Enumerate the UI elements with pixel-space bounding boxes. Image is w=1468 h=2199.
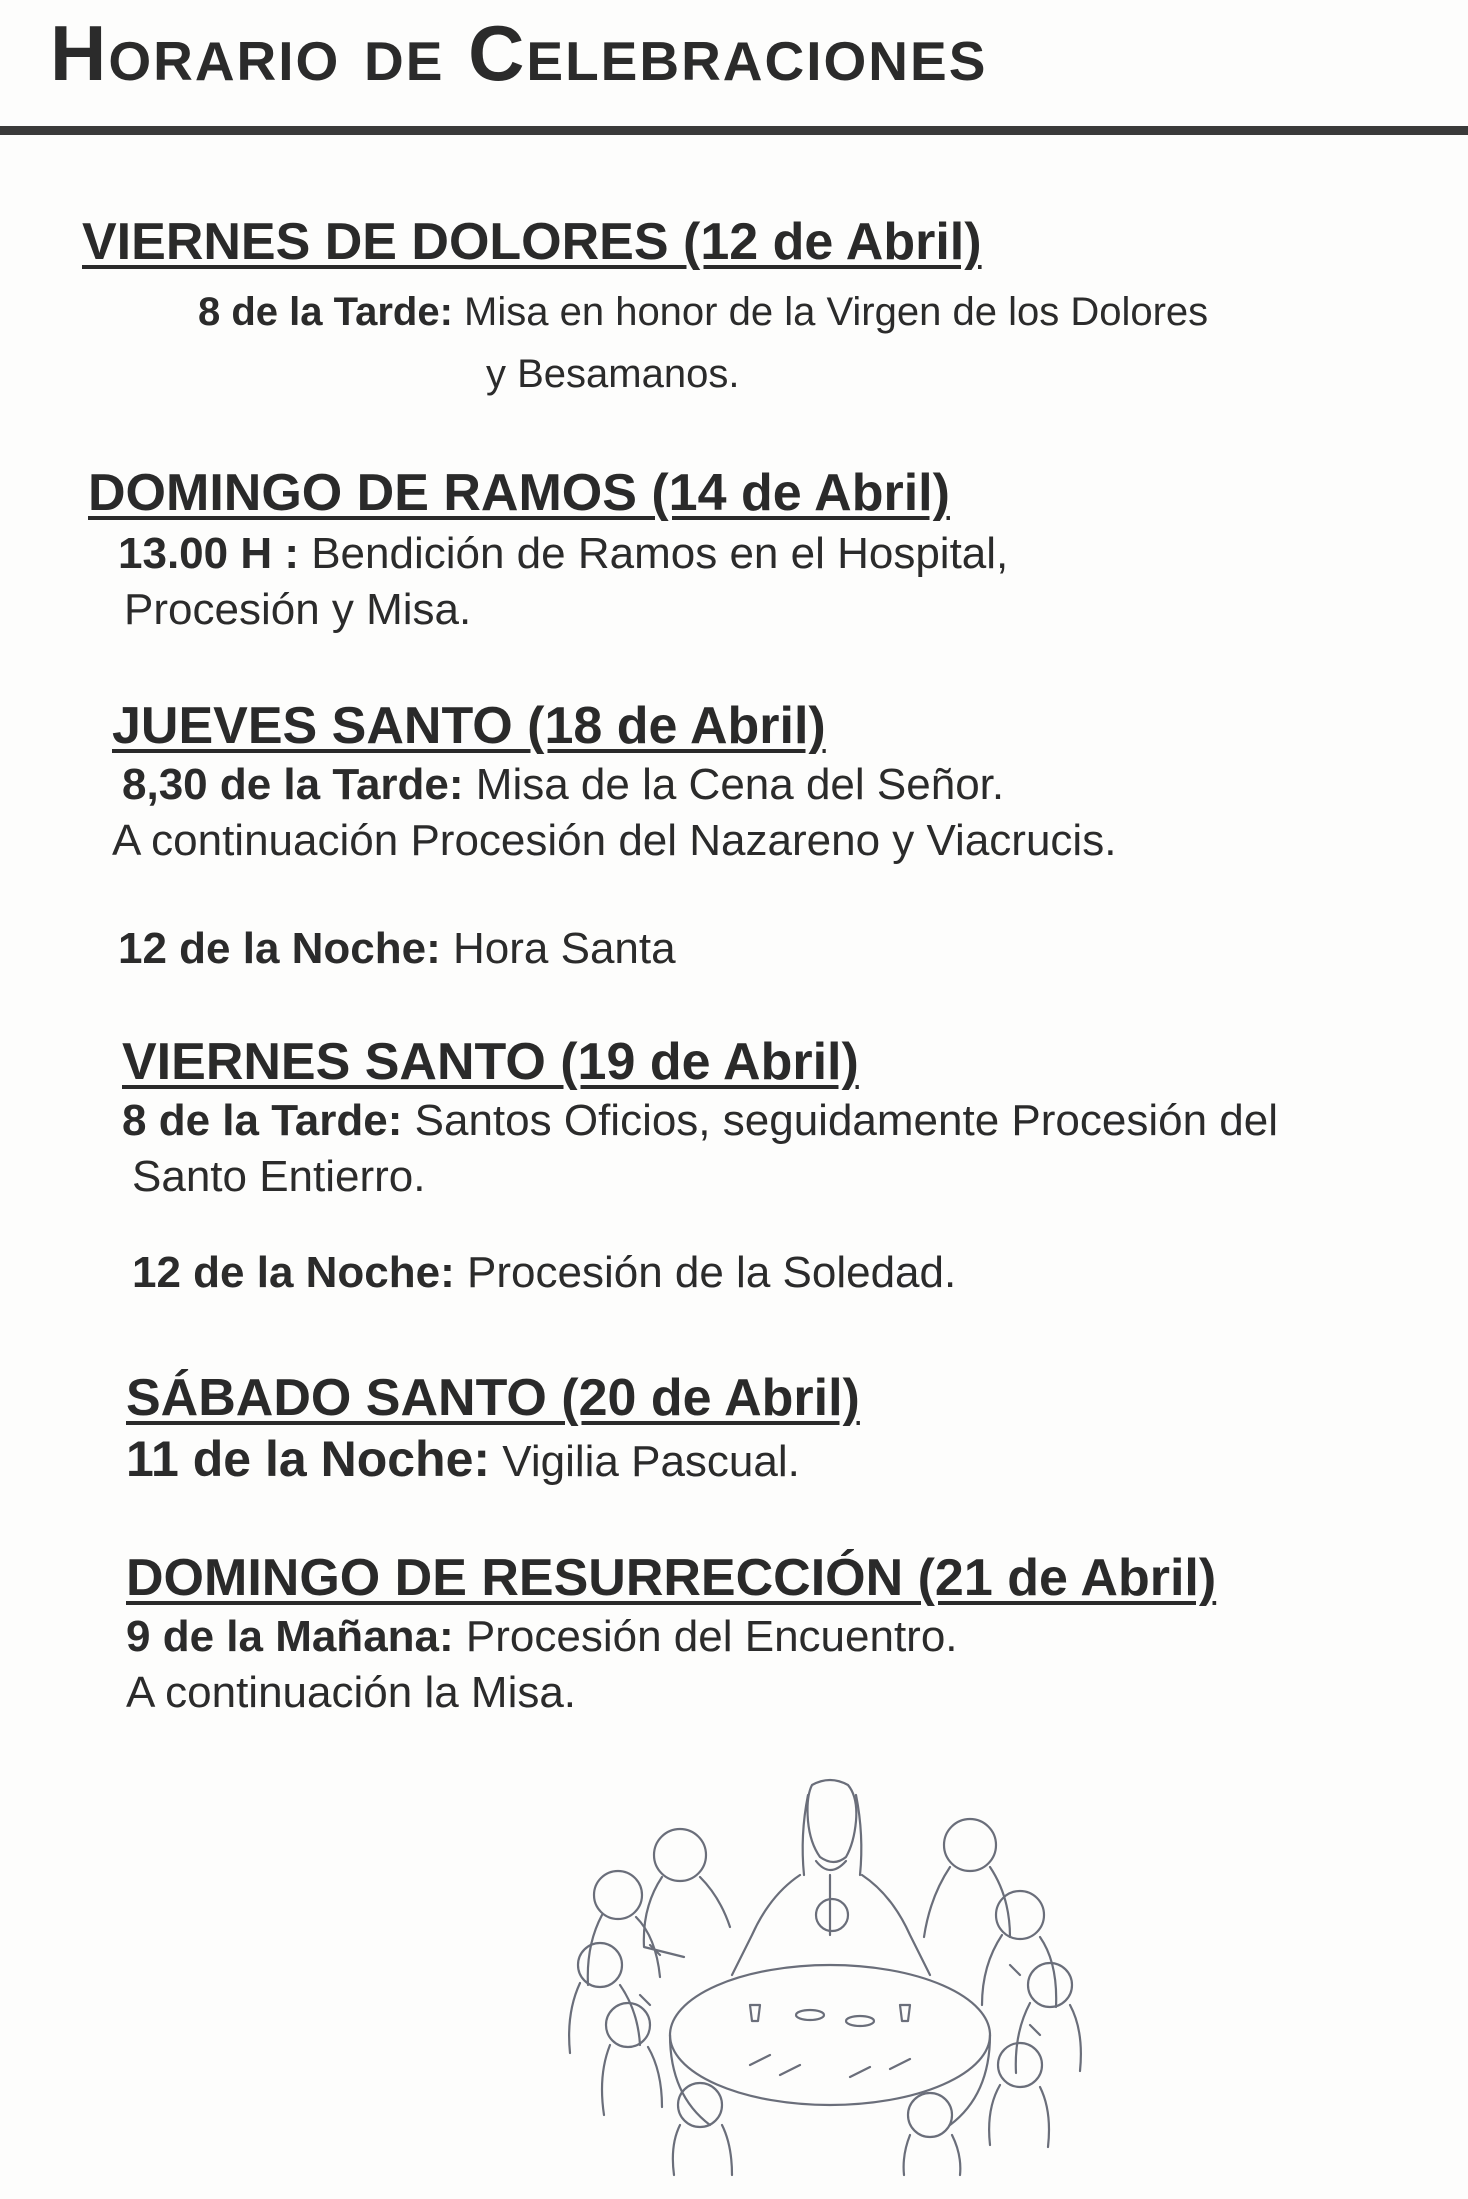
- schedule-line: [486, 343, 1208, 405]
- section-jueves-santo: [112, 698, 1116, 977]
- section-heading: JUEVES SANTO (18 de Abril): [112, 697, 826, 755]
- schedule-time: 12 de la Noche:: [118, 924, 441, 974]
- last-supper-illustration: [550, 1765, 1110, 2185]
- schedule-line: [118, 526, 1008, 582]
- schedule-time: 13.00 H :: [118, 529, 299, 579]
- schedule-line: [126, 1665, 1216, 1721]
- schedule-line: [122, 757, 1116, 813]
- schedule-line: [112, 813, 1116, 869]
- schedule-time: 8,30 de la Tarde:: [122, 760, 464, 810]
- schedule-time: 12 de la Noche:: [132, 1248, 455, 1298]
- section-heading: SÁBADO SANTO (20 de Abril): [126, 1369, 860, 1427]
- schedule-time: 11 de la Noche:: [126, 1431, 491, 1488]
- schedule-line: [124, 582, 1008, 638]
- schedule-line: [132, 1245, 1278, 1301]
- title-divider: [0, 126, 1468, 135]
- schedule-line: [198, 281, 1208, 343]
- section-domingo-ramos: [88, 465, 1008, 638]
- schedule-text: Santo Entierro.: [132, 1152, 426, 1202]
- schedule-time: 8 de la Tarde:: [198, 290, 453, 335]
- schedule-line: [122, 1093, 1278, 1149]
- schedule-text: A continuación la Misa.: [126, 1668, 577, 1718]
- schedule-text: Misa de la Cena del Señor.: [463, 760, 1005, 810]
- schedule-text: Santos Oficios, seguidamente Procesión del: [402, 1096, 1279, 1146]
- page-title: Horario de Celebraciones: [50, 9, 988, 97]
- schedule-line: [126, 1431, 860, 1490]
- schedule-text: y Besamanos.: [486, 352, 740, 397]
- schedule-text: Procesión y Misa.: [124, 585, 472, 635]
- section-sabado-santo: [126, 1370, 860, 1490]
- schedule-text: Procesión de la Soledad.: [454, 1248, 957, 1298]
- schedule-time: 8 de la Tarde:: [122, 1096, 403, 1146]
- section-viernes-santo: [122, 1034, 1278, 1301]
- schedule-line: [126, 1609, 1216, 1665]
- section-heading: VIERNES DE DOLORES (12 de Abril): [82, 213, 982, 271]
- schedule-text: Hora Santa: [440, 924, 676, 974]
- schedule-text: Bendición de Ramos en el Hospital,: [298, 529, 1009, 579]
- schedule-text: A continuación Procesión del Nazareno y Viacrucis.: [112, 816, 1117, 866]
- schedule-text: Procesión del Encuentro.: [453, 1612, 958, 1662]
- schedule-text: Misa en honor de la Virgen de los Dolores: [452, 290, 1209, 335]
- section-heading: DOMINGO DE RAMOS (14 de Abril): [88, 464, 950, 522]
- section-viernes-dolores: [82, 214, 1208, 405]
- section-heading: VIERNES SANTO (19 de Abril): [122, 1033, 859, 1091]
- section-heading: DOMINGO DE RESURRECCIÓN (21 de Abril): [126, 1549, 1217, 1607]
- schedule-time: 9 de la Mañana:: [126, 1612, 454, 1662]
- schedule-line: [132, 1149, 1278, 1205]
- schedule-text: Vigilia Pascual.: [490, 1437, 800, 1487]
- section-domingo-resurreccion: [126, 1550, 1216, 1721]
- schedule-line: [118, 921, 1116, 977]
